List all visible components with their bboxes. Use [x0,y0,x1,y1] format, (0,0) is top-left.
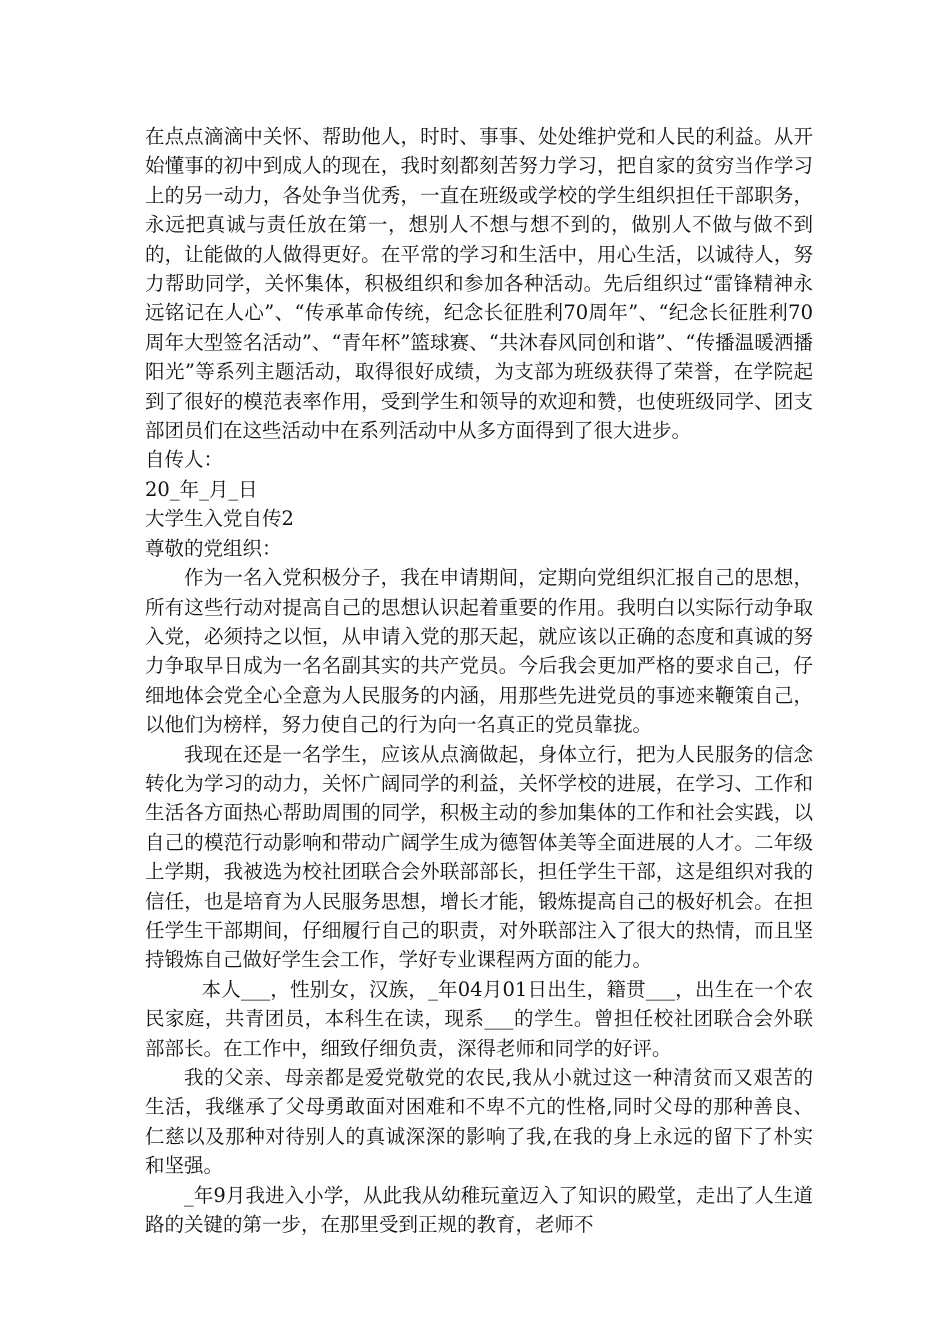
salutation: 尊敬的党组织： [145,536,282,560]
paragraph-parents: 我的父亲、母亲都是爱党敬党的农民,我从小就过这一种清贫而又艰苦的生活，我继承了父母勇敢面对困难和不卑不亢的性格,同时父母的那种善良、仁慈以及那种对待别人的真诚深深的影响了我,在我的身上永远的留下了朴实和坚强。 [145,1066,813,1178]
paragraph-activities: 在点点滴滴中关怀、帮助他人，时时、事事、处处维护党和人民的利益。从开始懂事的初中到成人的现在，我时刻都刻苦努力学习，把自家的贫穷当作学习上的另一动力，各处争当优秀，一直在班级或学校的学生组织担任干部职务，永远把真诚与责任放在第一，想别人不想与想不到的，做别人不做与做不到的，让能做的人做得更好。在平常的学习和生活中，用心生活，以诚待人，努力帮助同学，关怀集体，积极组织和参加各种活动。先后组织过“雷锋精神永远铭记在人心”、“传承革命传统，纪念长征胜利70周年”、“纪念长征胜利70周年大型签名活动”、“青年杯”篮球赛、“共沐春风同创和谐”、“传播温暖洒播阳光”等系列主题活动，取得很好成绩，为支部为班级获得了荣誉，在学院起到了很好的模范表率作用，受到学生和领导的欢迎和赞，也使班级同学、团支部团员们在这些活动中在系列活动中从多方面得到了很大进步。 [145,125,813,443]
paragraph-student: 我现在还是一名学生，应该从点滴做起，身体立行，把为人民服务的信念转化为学习的动力，关怀广阔同学的利益，关怀学校的进展，在学习、工作和生活各方面热心帮助周围的同学，积极主动的参加集体的工作和社会实践，以自己的模范行动影响和带动广阔学生成为德智体美等全面进展的人才。二年级上学期，我被选为校社团联合会外联部部长，担任学生干部，这是组织对我的信任，也是培育为人民服务思想，增长才能，锻炼提高自己的极好机会。在担任学生干部期间，仔细履行自己的职责，对外联部注入了很大的热情，而且坚持锻炼自己做好学生会工作，学好专业课程两方面的能力。 [145,742,813,972]
section-title: 大学生入党自传2 [145,507,294,531]
paragraph-personal-info: 本人___，性别女，汉族，_年04月01日出生，籍贯___，出生在一个农民家庭，共青团员，本科生在读，现系___的学生。曾担任校社团联合会外联部部长。在工作中，细致仔细负责，深得老师和同学的好评。 [145,977,813,1060]
document-page [145,122,813,1239]
author-label: 自传人： [145,448,224,472]
date-line: 20_年_月_日 [145,477,258,501]
paragraph-activist: 作为一名入党积极分子，我在申请期间，定期向党组织汇报自己的思想，所有这些行动对提高自己的思想认识起着重要的作用。我明白以实际行动争取入党，必须持之以恒，从申请入党的那天起，就应该以正确的态度和真诚的努力争取早日成为一名名副其实的共产党员。今后我会更加严格的要求自己，仔细地体会党全心全意为人民服务的内涵，用那些先进党员的事迹来鞭策自己，以他们为榜样，努力使自己的行为向一名真正的党员靠拢。 [145,566,813,737]
paragraph-primary-school: _年9月我进入小学，从此我从幼稚玩童迈入了知识的殿堂，走出了人生道路的关键的第一步，在那里受到正规的教育，老师不 [145,1183,813,1237]
